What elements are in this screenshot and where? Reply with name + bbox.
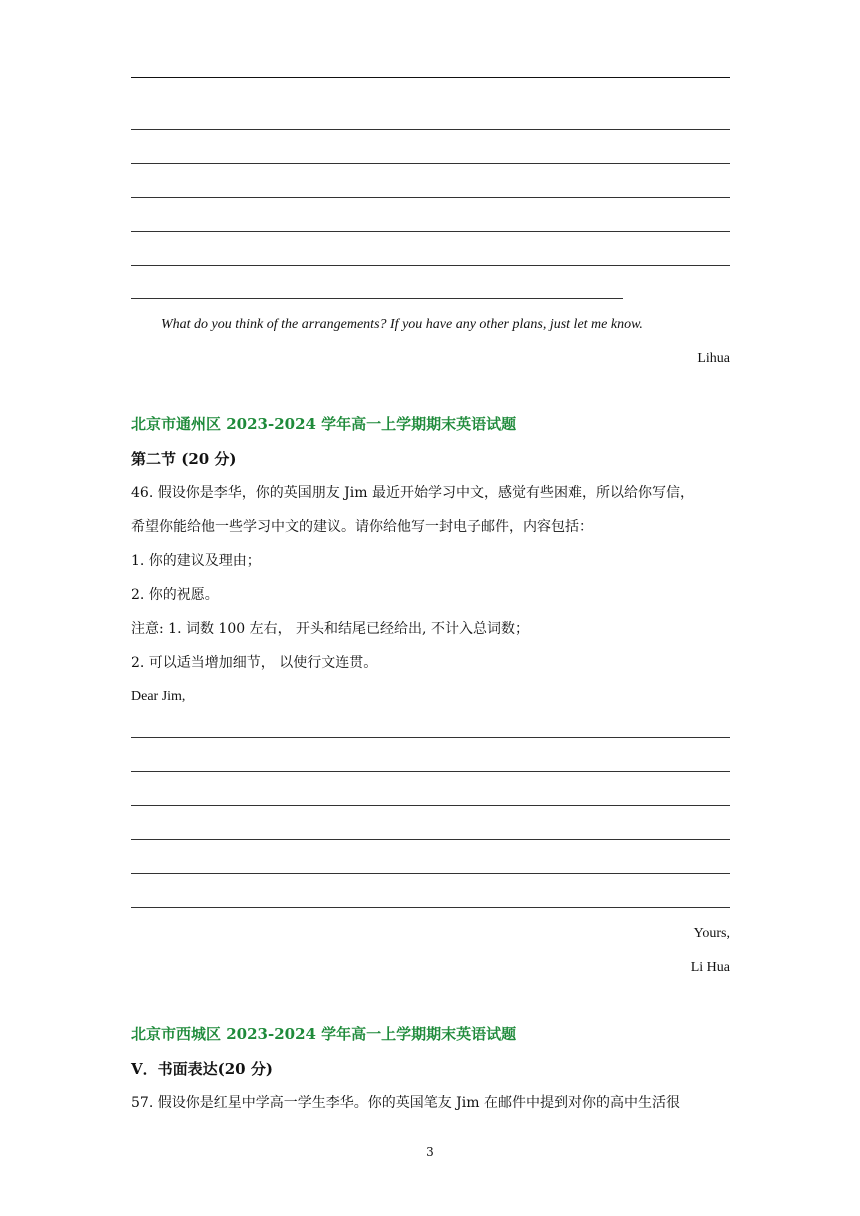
requirement-item: 2. 你的祝愿。 <box>131 587 219 603</box>
writing-line <box>131 737 730 738</box>
writing-line <box>131 77 730 78</box>
writing-line <box>131 298 623 299</box>
section-title: 北京市通州区 2023-2024 学年高一上学期期末英语试题 <box>131 415 517 433</box>
writing-line <box>131 839 730 840</box>
letter-closing: Yours, <box>693 926 730 941</box>
section-title: 北京市西城区 2023-2024 学年高一上学期期末英语试题 <box>131 1025 517 1043</box>
writing-line <box>131 805 730 806</box>
writing-line <box>131 163 730 164</box>
writing-line <box>131 265 730 266</box>
prompt-text: 希望你能给他一些学习中文的建议。请你给他写一封电子邮件，内容包括： <box>131 519 593 535</box>
prompt-text: 57. 假设你是红星中学高一学生李华。你的英国笔友 Jim 在邮件中提到对你的高中生活很 <box>131 1095 680 1111</box>
section-heading: V．书面表达(20 分) <box>131 1060 273 1078</box>
closing-question: What do you think of the arrangements? If you have any other plans, just let me know. <box>161 317 643 332</box>
writing-line <box>131 907 730 908</box>
section-heading: 第二节 (20 分) <box>131 450 237 468</box>
writing-line <box>131 231 730 232</box>
note-text: 注意: 1. 词数 100 左右， 开头和结尾已经给出, 不计入总词数； <box>131 621 529 637</box>
requirement-item: 1. 你的建议及理由； <box>131 553 261 569</box>
writing-line <box>131 873 730 874</box>
writing-line <box>131 129 730 130</box>
writing-line <box>131 197 730 198</box>
prompt-text: 46. 假设你是李华，你的英国朋友 Jim 最近开始学习中文，感觉有些困难，所以给你写信， <box>131 485 694 501</box>
signature: Li Hua <box>690 960 730 975</box>
letter-greeting: Dear Jim, <box>131 689 186 704</box>
page-number: 3 <box>426 1145 434 1159</box>
signature: Lihua <box>697 351 730 366</box>
note-text: 2. 可以适当增加细节， 以使行文连贯。 <box>131 655 378 671</box>
writing-line <box>131 771 730 772</box>
